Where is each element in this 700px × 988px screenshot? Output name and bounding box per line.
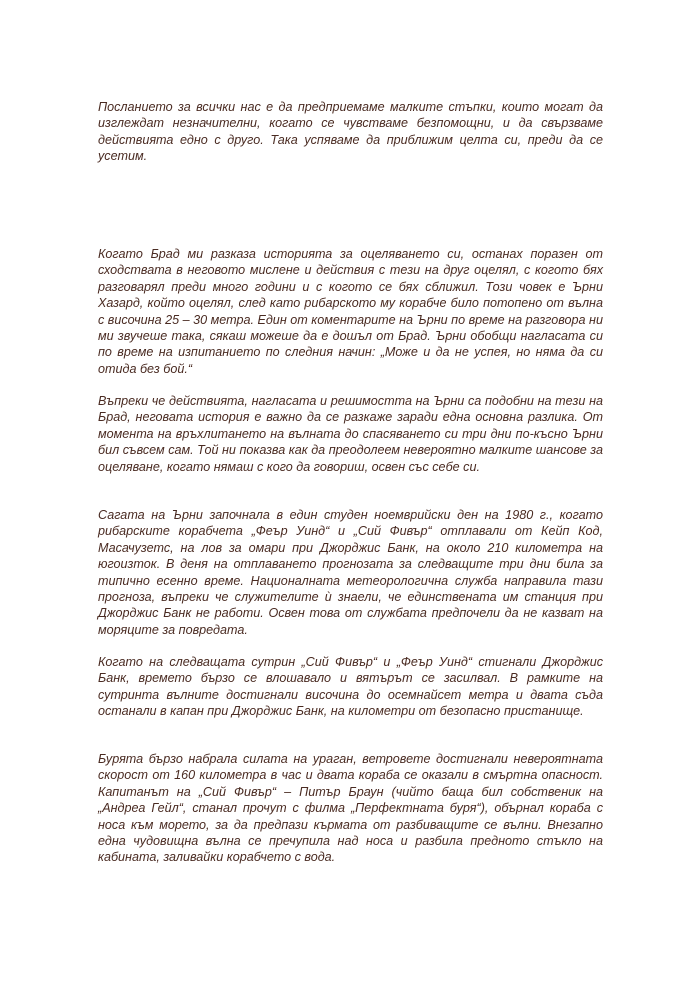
paragraph-brad-ernie: Когато Брад ми разказа историята за оцеляването си, останах поразен от сходствата в неговото мислене и действия с тези на друг оцелял, с когото бях разговарял преди много години и с когото се бях сближил. Този човек е Ърни Хазард, който оцелял, след като рибарското му корабче било потопено от вълна с височина 25 – 30 метра. Един от коментарите на Ърни по време на разговора ни ми звучеше така, сякаш можеше да е дошъл от Брад. Ърни обобщи нагласата си по време на изпитанието по следния начин: „Може и да не успея, но няма да си отида без бой.“ (98, 247, 603, 376)
paragraph-message: Посланието за всички нас е да предприемаме малките стъпки, които могат да изглеждат незначителни, когато се чувстваме безпомощни, и да свързваме действията едно с друго. Така успяваме да приближим целта си, преди да се усетим. (98, 100, 603, 164)
paragraph-saga-start: Сагата на Ърни започнала в един студен ноемврийски ден на 1980 г., когато рибарските корабчета „Феър Уинд“ и „Сий Фивър“ отплавали от Кейп Код, Масачузетс, на лов за омари при Джорджис Банк, на около 210 километра на югоизток. В деня на отплаването прогнозата за следващите три дни била за типично есенно време. Националната метеорологична служба направила тази прогноза, въпреки че служителите ѝ знаели, че единствената им станция при Джорджис Банк не работи. Освен това от службата предпочели да не казват на моряците за повредата. (98, 508, 603, 637)
paragraph-georges-bank: Когато на следващата сутрин „Сий Фивър“ и „Феър Уинд“ стигнали Джорджис Банк, времето бързо се влошавало и вятърът се засилвал. В рамките на сутринта вълните достигнали височина до осемнайсет метра и двата съда останали в капан при Джорджис Банк, на километри от безопасно пристанище. (98, 655, 603, 719)
paragraph-storm: Бурята бързо набрала силата на ураган, ветровете достигнали невероятната скорост от 160 километра в час и двата кораба се оказали в смъртна опасност. Капитанът на „Сий Фивър“ – Питър Браун (чийто баща бил собственик на „Андреа Гейл“, станал прочут с филма „Перфектната буря“), обърнал кораба с носа към морето, за да предпази кърмата от разбиващите се вълни. Внезапно една чудовищна вълна се пречупила над носа и разбила предното стъкло на кабината, заливайки корабчето с вода. (98, 752, 603, 865)
paragraph-difference: Въпреки че действията, нагласата и решимостта на Ърни са подобни на тези на Брад, неговата история е важно да се разкаже заради една основна разлика. От момента на връхлитането на вълната до спасяването си три дни по-късно Ърни бил съвсем сам. Той ни показва как да преодолеем невероятно малките шансове за оцеляване, когато нямаш с кого да говориш, освен със себе си. (98, 394, 603, 474)
